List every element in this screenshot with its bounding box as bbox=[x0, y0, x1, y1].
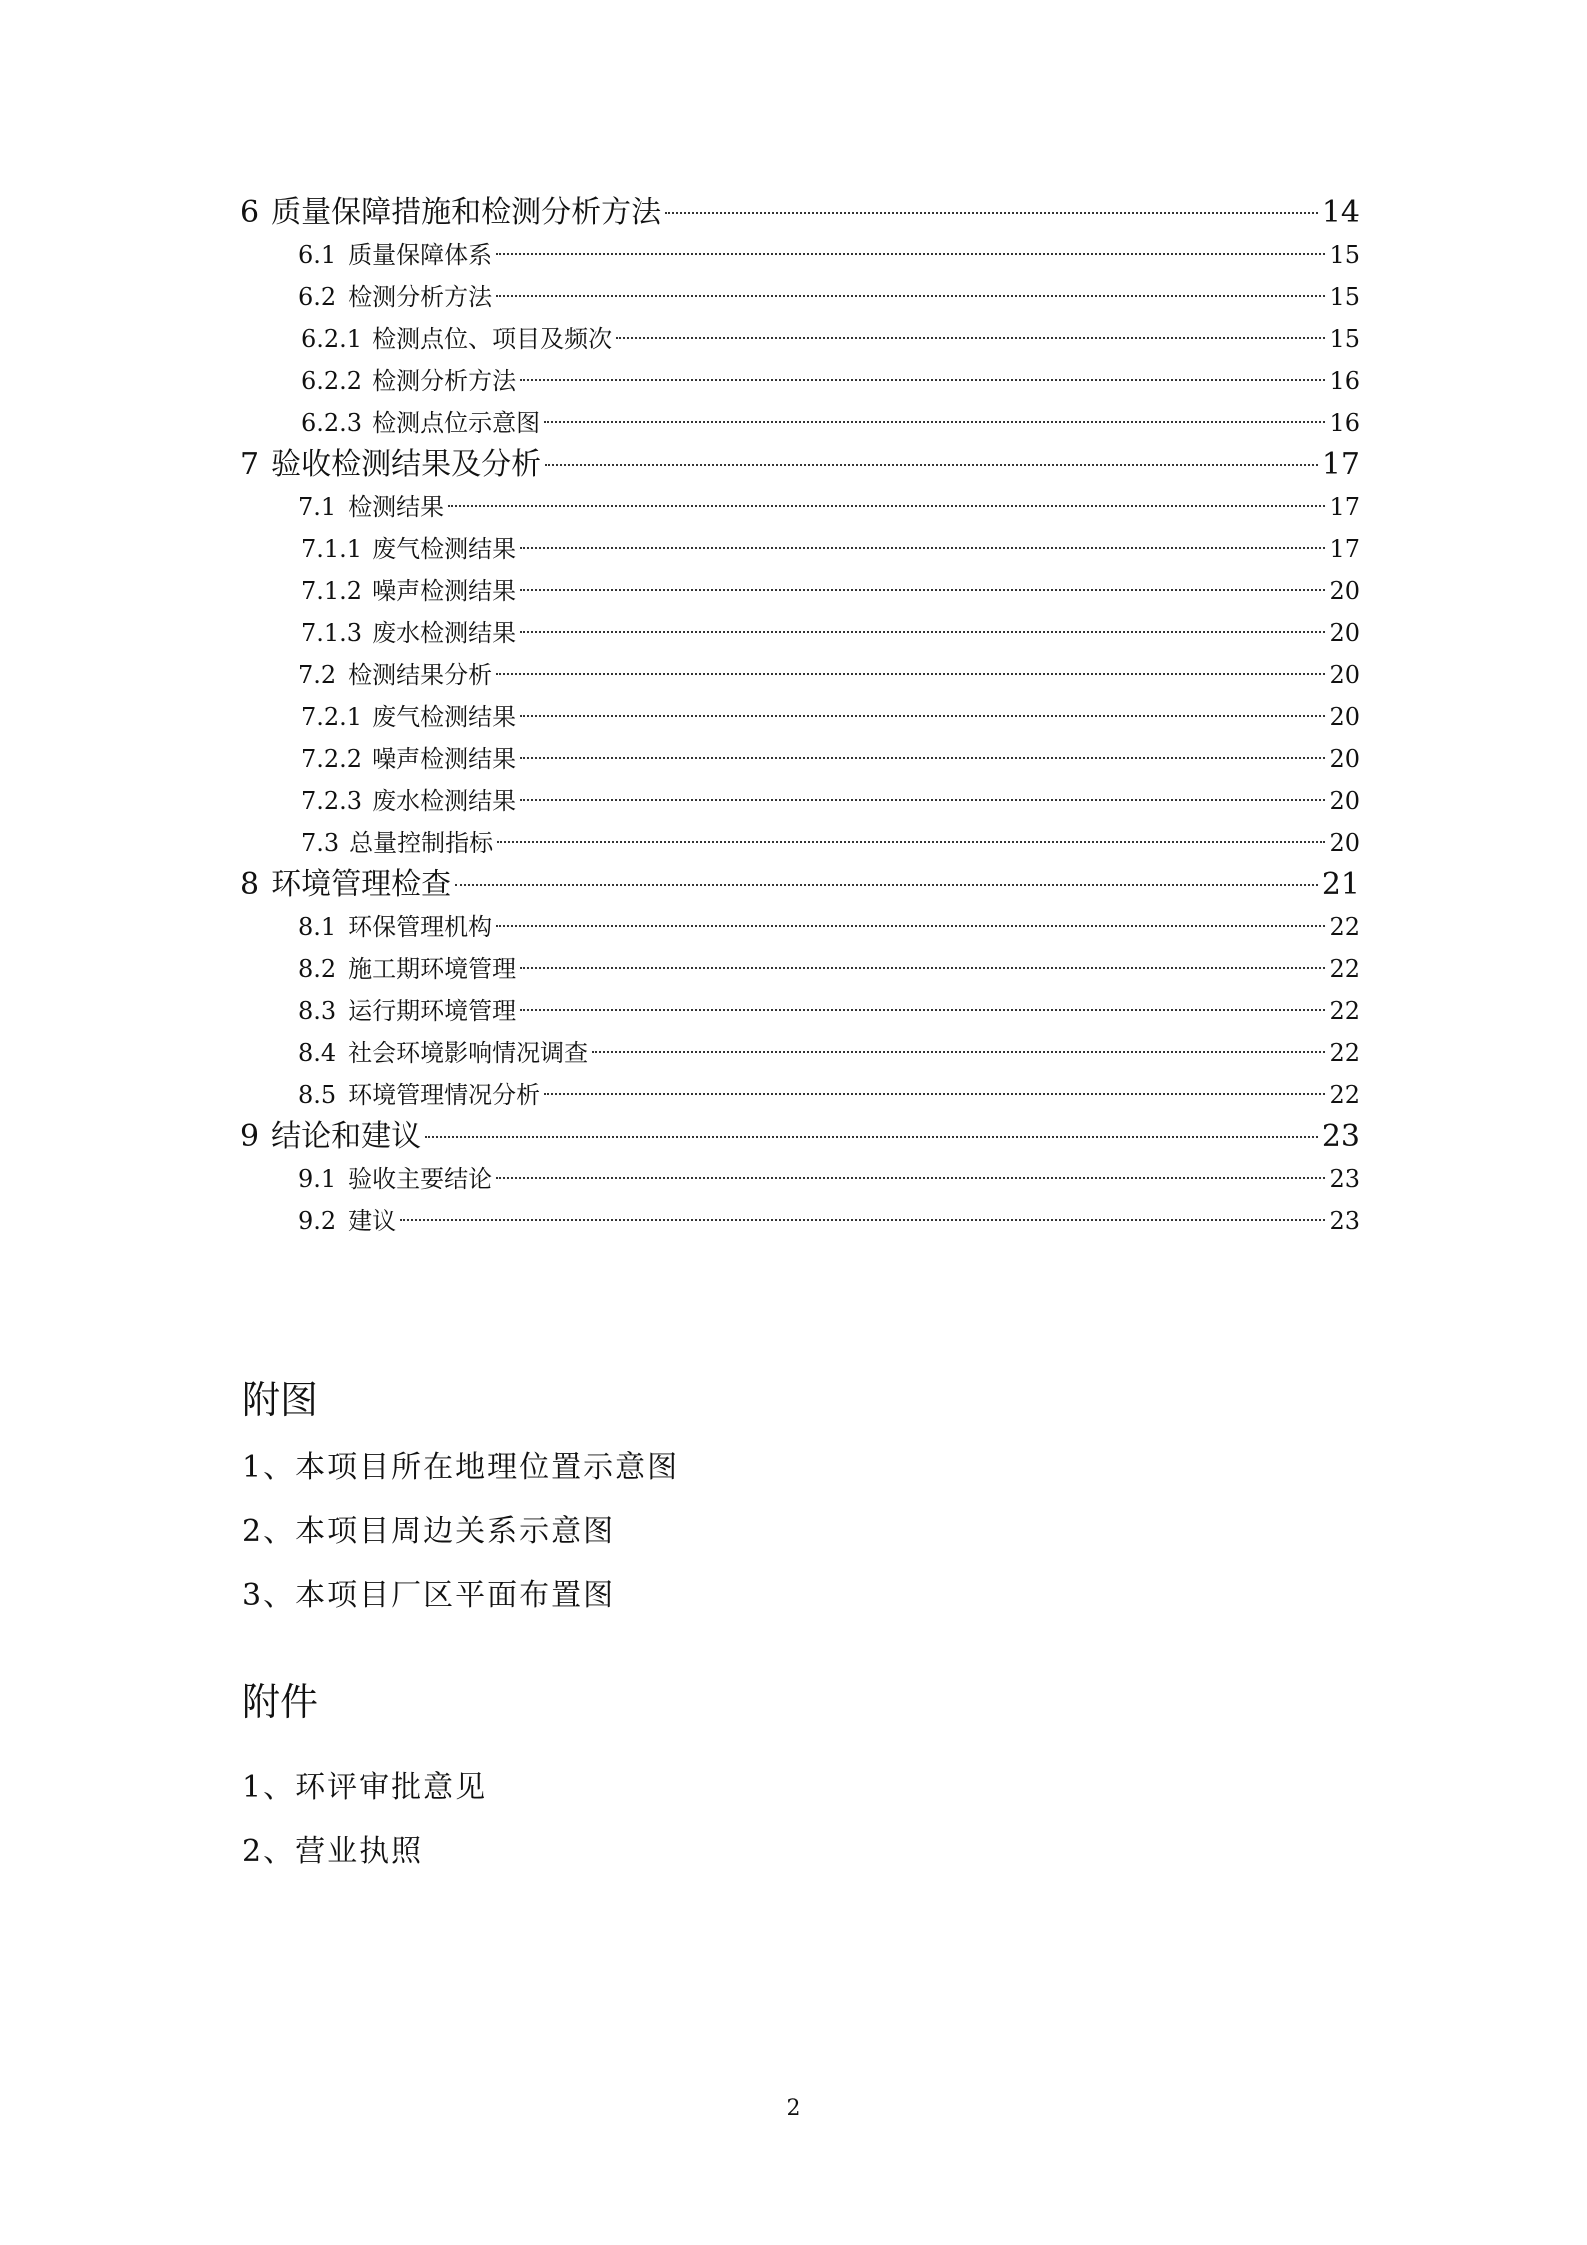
toc-entry-title: 检测结果 bbox=[348, 493, 445, 521]
toc-dot-leader bbox=[520, 631, 1325, 633]
toc-entry-number: 7.2.3 bbox=[301, 787, 363, 815]
toc-entry-title: 废气检测结果 bbox=[372, 535, 517, 563]
toc-dot-leader bbox=[496, 673, 1325, 675]
toc-entry-page: 22 bbox=[1329, 997, 1360, 1025]
toc-entry[interactable] bbox=[240, 192, 1360, 234]
toc-entry-number: 7.3 bbox=[301, 829, 340, 857]
toc-entry[interactable] bbox=[240, 1200, 1360, 1242]
toc-dot-leader bbox=[455, 884, 1318, 886]
toc-dot-leader bbox=[497, 841, 1325, 843]
toc-entry[interactable] bbox=[240, 570, 1360, 612]
toc-entry-title: 施工期环境管理 bbox=[348, 955, 517, 983]
toc-entry-number: 6 bbox=[240, 195, 260, 230]
toc-entry-number: 7.1.1 bbox=[301, 535, 363, 563]
toc-entry-number: 8.4 bbox=[298, 1039, 337, 1067]
toc-entry-title: 废水检测结果 bbox=[372, 787, 517, 815]
toc-dot-leader bbox=[544, 1093, 1325, 1095]
toc-entry[interactable] bbox=[240, 780, 1360, 822]
toc-entry-title: 质量保障措施和检测分析方法 bbox=[271, 195, 662, 230]
toc-entry-title: 检测结果分析 bbox=[348, 661, 493, 689]
toc-dot-leader bbox=[665, 212, 1318, 214]
toc-dot-leader bbox=[520, 715, 1325, 717]
toc-entry-title: 环境管理检查 bbox=[271, 867, 452, 902]
toc-entry-page: 20 bbox=[1329, 577, 1360, 605]
toc-entry-page: 23 bbox=[1321, 1119, 1360, 1154]
toc-entry-page: 16 bbox=[1329, 367, 1360, 395]
toc-entry[interactable] bbox=[240, 696, 1360, 738]
toc-entry-page: 17 bbox=[1329, 535, 1360, 563]
toc-entry-title: 运行期环境管理 bbox=[348, 997, 517, 1025]
toc-entry-number: 9.2 bbox=[298, 1207, 337, 1235]
toc-entry-number: 6.2.3 bbox=[301, 409, 363, 437]
toc-entry-number: 9 bbox=[240, 1119, 260, 1154]
toc-entry[interactable] bbox=[240, 402, 1360, 444]
toc-dot-leader bbox=[496, 1177, 1325, 1179]
toc-entry-title: 验收检测结果及分析 bbox=[271, 447, 542, 482]
toc-entry[interactable] bbox=[240, 990, 1360, 1032]
toc-dot-leader bbox=[425, 1136, 1318, 1138]
toc-entry-title: 总量控制指标 bbox=[349, 829, 494, 857]
toc-entry-page: 20 bbox=[1329, 619, 1360, 647]
toc-entry-page: 20 bbox=[1329, 661, 1360, 689]
toc-entry[interactable] bbox=[240, 486, 1360, 528]
toc-entry-page: 21 bbox=[1321, 867, 1360, 902]
toc-entry[interactable] bbox=[240, 1158, 1360, 1200]
toc-entry-number: 8.1 bbox=[298, 913, 337, 941]
toc-entry-title: 检测分析方法 bbox=[372, 367, 517, 395]
toc-dot-leader bbox=[520, 589, 1325, 591]
toc-entry-title: 检测分析方法 bbox=[348, 283, 493, 311]
toc-entry-title: 质量保障体系 bbox=[348, 241, 493, 269]
toc-entry-number: 9.1 bbox=[298, 1165, 337, 1193]
toc-entry[interactable] bbox=[240, 738, 1360, 780]
toc-dot-leader bbox=[496, 295, 1325, 297]
toc-entry-page: 14 bbox=[1321, 195, 1360, 230]
toc-entry-number: 8 bbox=[240, 867, 260, 902]
toc-entry-page: 20 bbox=[1329, 829, 1360, 857]
toc-entry-title: 环境管理情况分析 bbox=[348, 1081, 541, 1109]
toc-entry-number: 7.1 bbox=[298, 493, 337, 521]
table-of-contents bbox=[240, 192, 1360, 1242]
toc-entry-title: 环保管理机构 bbox=[348, 913, 493, 941]
figures-heading: 附图 bbox=[242, 1378, 319, 1422]
toc-entry-title: 废水检测结果 bbox=[372, 619, 517, 647]
toc-entry[interactable] bbox=[240, 612, 1360, 654]
toc-entry-title: 检测点位示意图 bbox=[372, 409, 541, 437]
toc-entry-page: 17 bbox=[1329, 493, 1360, 521]
toc-entry[interactable] bbox=[240, 1116, 1360, 1158]
toc-entry-number: 6.1 bbox=[298, 241, 337, 269]
toc-entry[interactable] bbox=[240, 360, 1360, 402]
toc-dot-leader bbox=[496, 253, 1325, 255]
toc-entry-page: 22 bbox=[1329, 913, 1360, 941]
toc-entry-page: 22 bbox=[1329, 955, 1360, 983]
toc-entry-page: 22 bbox=[1329, 1081, 1360, 1109]
toc-entry-page: 17 bbox=[1321, 447, 1360, 482]
toc-entry[interactable] bbox=[240, 528, 1360, 570]
toc-dot-leader bbox=[520, 379, 1325, 381]
toc-dot-leader bbox=[520, 757, 1325, 759]
toc-entry-title: 废气检测结果 bbox=[372, 703, 517, 731]
toc-entry-number: 8.5 bbox=[298, 1081, 337, 1109]
toc-dot-leader bbox=[520, 967, 1325, 969]
toc-dot-leader bbox=[520, 547, 1325, 549]
toc-entry-title: 社会环境影响情况调查 bbox=[348, 1039, 589, 1067]
toc-dot-leader bbox=[616, 337, 1325, 339]
toc-entry-title: 噪声检测结果 bbox=[372, 577, 517, 605]
toc-entry-title: 结论和建议 bbox=[271, 1119, 422, 1154]
toc-dot-leader bbox=[545, 464, 1318, 466]
toc-entry-page: 15 bbox=[1329, 325, 1360, 353]
toc-entry-number: 7.1.3 bbox=[301, 619, 363, 647]
toc-entry-number: 7 bbox=[240, 447, 260, 482]
toc-entry[interactable] bbox=[240, 444, 1360, 486]
toc-dot-leader bbox=[400, 1219, 1325, 1221]
figure-item-3: 3、本项目厂区平面布置图 bbox=[242, 1578, 616, 1613]
toc-entry-page: 20 bbox=[1329, 745, 1360, 773]
toc-dot-leader bbox=[448, 505, 1325, 507]
toc-entry-number: 6.2 bbox=[298, 283, 337, 311]
toc-dot-leader bbox=[520, 1009, 1325, 1011]
figure-item-2: 2、本项目周边关系示意图 bbox=[242, 1514, 616, 1549]
toc-entry-page: 16 bbox=[1329, 409, 1360, 437]
toc-entry-number: 7.1.2 bbox=[301, 577, 363, 605]
toc-entry[interactable] bbox=[240, 318, 1360, 360]
toc-entry-page: 20 bbox=[1329, 787, 1360, 815]
toc-entry-number: 7.2.2 bbox=[301, 745, 363, 773]
attachment-item-2: 2、营业执照 bbox=[242, 1834, 424, 1869]
toc-entry[interactable] bbox=[240, 948, 1360, 990]
toc-entry[interactable] bbox=[240, 822, 1360, 864]
toc-dot-leader bbox=[544, 421, 1325, 423]
attachments-heading: 附件 bbox=[242, 1680, 319, 1724]
toc-entry[interactable] bbox=[240, 1074, 1360, 1116]
toc-dot-leader bbox=[520, 799, 1325, 801]
toc-entry[interactable] bbox=[240, 906, 1360, 948]
toc-entry-number: 8.2 bbox=[298, 955, 337, 983]
toc-entry-number: 8.3 bbox=[298, 997, 337, 1025]
toc-entry-number: 7.2.1 bbox=[301, 703, 363, 731]
toc-entry[interactable] bbox=[240, 234, 1360, 276]
toc-entry-title: 验收主要结论 bbox=[348, 1165, 493, 1193]
toc-entry-page: 15 bbox=[1329, 241, 1360, 269]
toc-entry-number: 6.2.2 bbox=[301, 367, 363, 395]
attachment-item-1: 1、环评审批意见 bbox=[242, 1770, 488, 1805]
toc-entry-title: 噪声检测结果 bbox=[372, 745, 517, 773]
toc-entry[interactable] bbox=[240, 654, 1360, 696]
toc-dot-leader bbox=[592, 1051, 1325, 1053]
toc-entry[interactable] bbox=[240, 864, 1360, 906]
toc-entry-number: 7.2 bbox=[298, 661, 337, 689]
toc-entry-number: 6.2.1 bbox=[301, 325, 363, 353]
toc-entry-page: 23 bbox=[1329, 1207, 1360, 1235]
toc-entry[interactable] bbox=[240, 276, 1360, 318]
toc-entry[interactable] bbox=[240, 1032, 1360, 1074]
toc-dot-leader bbox=[496, 925, 1325, 927]
figure-item-1: 1、本项目所在地理位置示意图 bbox=[242, 1450, 680, 1485]
page-number: 2 bbox=[786, 2096, 801, 2121]
toc-entry-title: 检测点位、项目及频次 bbox=[372, 325, 613, 353]
toc-entry-page: 23 bbox=[1329, 1165, 1360, 1193]
toc-entry-page: 20 bbox=[1329, 703, 1360, 731]
toc-entry-page: 15 bbox=[1329, 283, 1360, 311]
toc-entry-title: 建议 bbox=[348, 1207, 397, 1235]
toc-entry-page: 22 bbox=[1329, 1039, 1360, 1067]
